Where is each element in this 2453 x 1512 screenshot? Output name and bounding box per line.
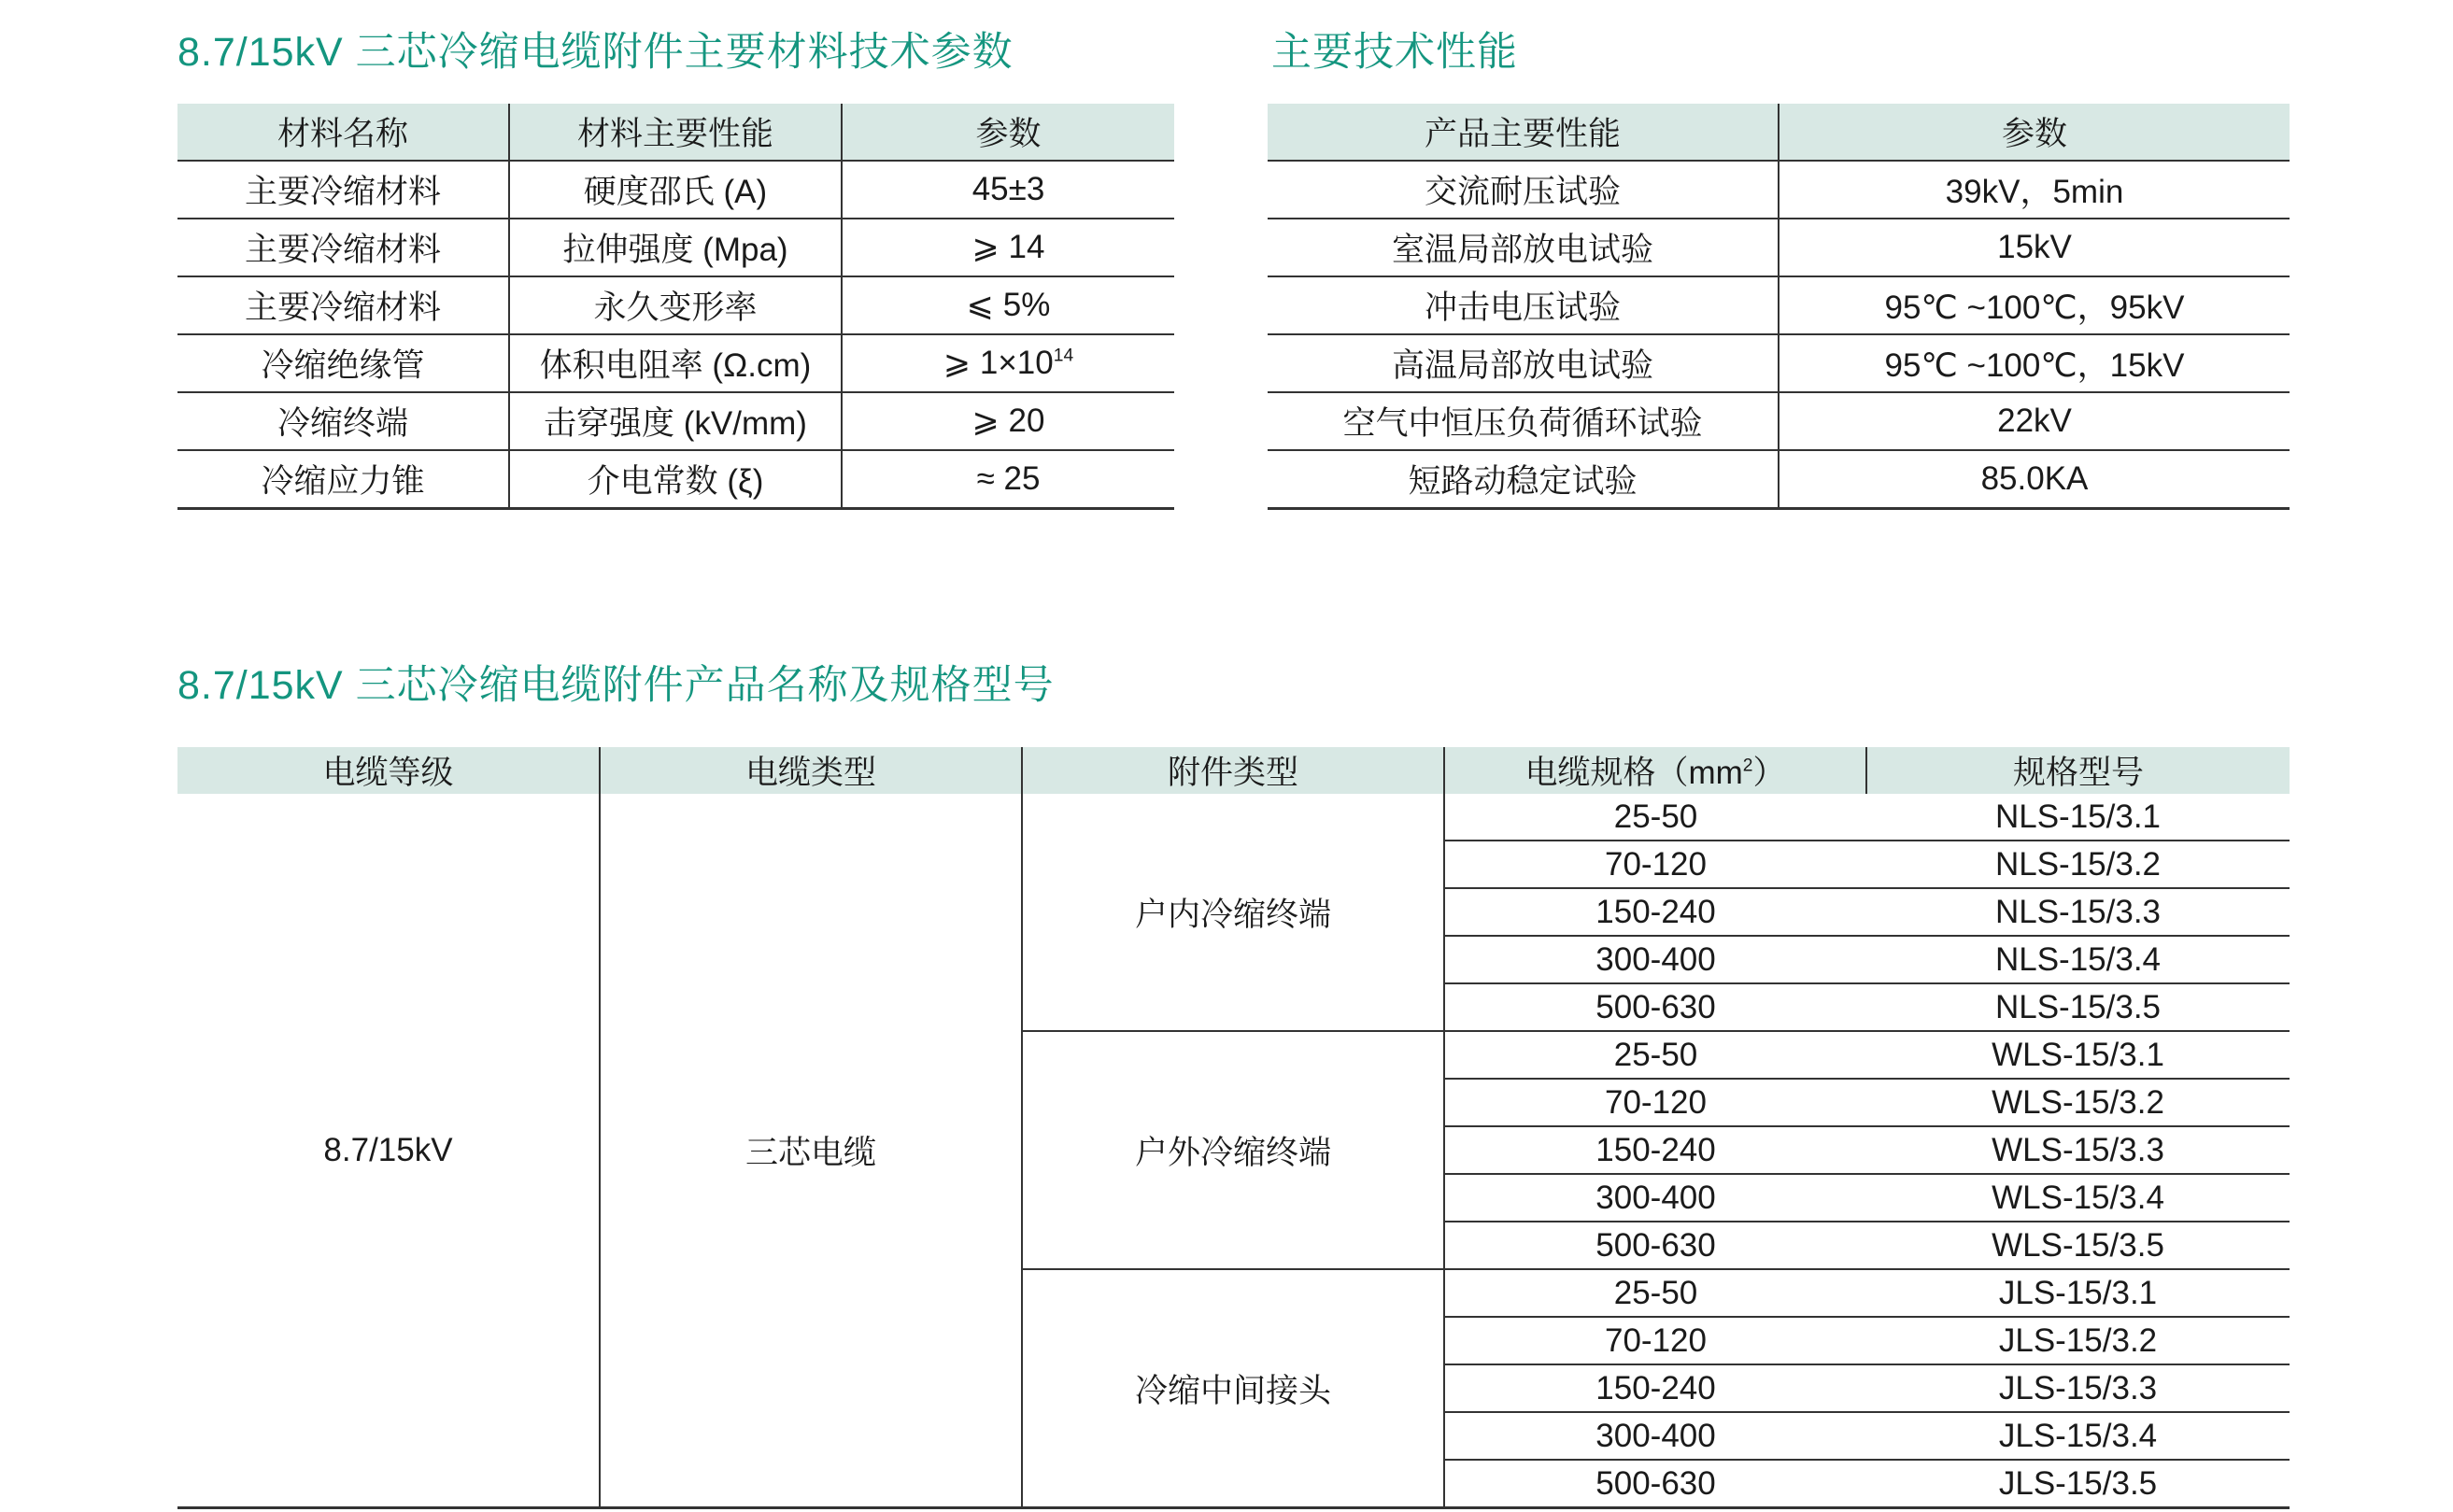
performance-value: 95℃ ~100℃，95kV (1779, 276, 2290, 334)
header-model: 规格型号 (1866, 747, 2290, 794)
cable-spec: 25-50 (1444, 794, 1866, 841)
cable-spec: 70-120 (1444, 841, 1866, 888)
header-cable-spec-close: ） (1752, 755, 1786, 791)
material-param: ⩾ 20 (842, 392, 1174, 450)
table-row (177, 334, 1174, 392)
cable-spec: 500-630 (1444, 983, 1866, 1031)
cable-spec: 300-400 (1444, 1412, 1866, 1460)
performance-test: 冲击电压试验 (1268, 276, 1779, 334)
material-name: 主要冷缩材料 (177, 276, 509, 334)
performance-header-param: 参数 (1779, 104, 2290, 161)
cable-spec: 150-240 (1444, 1364, 1866, 1412)
performance-header-row (1268, 104, 2290, 161)
table-row (177, 161, 1174, 219)
cable-spec: 150-240 (1444, 1126, 1866, 1174)
table-row (1268, 219, 2290, 276)
table-row (177, 794, 2290, 841)
performance-value: 39kV，5min (1779, 161, 2290, 219)
accessory-type-cell: 户内冷缩终端 (1022, 794, 1444, 1031)
performance-header-property: 产品主要性能 (1268, 104, 1779, 161)
cable-spec: 500-630 (1444, 1222, 1866, 1269)
performance-section-title: 主要技术性能 (1271, 30, 1518, 75)
header-cable-spec (1444, 747, 1866, 794)
performance-test: 交流耐压试验 (1268, 161, 1779, 219)
accessory-type-cell: 户外冷缩终端 (1022, 1031, 1444, 1269)
material-param: ⩽ 5% (842, 276, 1174, 334)
model-number: NLS-15/3.4 (1866, 936, 2290, 983)
table-row (1268, 334, 2290, 392)
header-accessory-type: 附件类型 (1022, 747, 1444, 794)
cable-spec: 70-120 (1444, 1079, 1866, 1126)
accessory-type-cell: 冷缩中间接头 (1022, 1269, 1444, 1508)
cable-spec: 25-50 (1444, 1269, 1866, 1317)
header-cable-type: 电缆类型 (600, 747, 1022, 794)
product-header-row (177, 747, 2290, 794)
table-row (177, 276, 1174, 334)
table-row (1268, 450, 2290, 509)
resistivity-exponent: 14 (1053, 346, 1074, 366)
cable-spec: 500-630 (1444, 1460, 1866, 1508)
cable-spec: 300-400 (1444, 1174, 1866, 1222)
material-name: 冷缩绝缘管 (177, 334, 509, 392)
material-param (842, 334, 1174, 392)
materials-header-property: 材料主要性能 (509, 104, 842, 161)
performance-test: 高温局部放电试验 (1268, 334, 1779, 392)
performance-test: 空气中恒压负荷循环试验 (1268, 392, 1779, 450)
material-name: 主要冷缩材料 (177, 219, 509, 276)
table-row (177, 219, 1174, 276)
performance-test: 室温局部放电试验 (1268, 219, 1779, 276)
material-property: 拉伸强度 (Mpa) (509, 219, 842, 276)
model-number: NLS-15/3.3 (1866, 888, 2290, 936)
cable-grade-cell: 8.7/15kV (177, 794, 600, 1508)
material-param: ≈ 25 (842, 450, 1174, 509)
table-row (1268, 392, 2290, 450)
product-spec-table (177, 747, 2290, 1509)
material-param: 45±3 (842, 161, 1174, 219)
performance-value: 85.0KA (1779, 450, 2290, 509)
model-number: JLS-15/3.4 (1866, 1412, 2290, 1460)
performance-test: 短路动稳定试验 (1268, 450, 1779, 509)
material-property: 永久变形率 (509, 276, 842, 334)
performance-table (1268, 104, 2290, 510)
model-number: WLS-15/3.4 (1866, 1174, 2290, 1222)
material-property: 介电常数 (ξ) (509, 450, 842, 509)
model-number: NLS-15/3.2 (1866, 841, 2290, 888)
materials-header-name: 材料名称 (177, 104, 509, 161)
cable-spec: 70-120 (1444, 1317, 1866, 1364)
table-row (1268, 276, 2290, 334)
material-property: 体积电阻率 (Ω.cm) (509, 334, 842, 392)
material-name: 冷缩终端 (177, 392, 509, 450)
material-param: ⩾ 14 (842, 219, 1174, 276)
materials-section-title: 8.7/15kV 三芯冷缩电缆附件主要材料技术参数 (177, 30, 1014, 75)
table-row (177, 392, 1174, 450)
model-number: JLS-15/3.3 (1866, 1364, 2290, 1412)
cable-spec: 25-50 (1444, 1031, 1866, 1079)
header-cable-spec-text: 电缆规格（mm (1524, 755, 1743, 791)
table-row (177, 450, 1174, 509)
cable-type-cell: 三芯电缆 (600, 794, 1022, 1508)
material-name: 冷缩应力锥 (177, 450, 509, 509)
model-number: JLS-15/3.1 (1866, 1269, 2290, 1317)
cable-spec: 150-240 (1444, 888, 1866, 936)
resistivity-base: ⩾ 1×10 (943, 345, 1054, 381)
model-number: JLS-15/3.2 (1866, 1317, 2290, 1364)
products-section-title: 8.7/15kV 三芯冷缩电缆附件产品名称及规格型号 (177, 663, 1055, 708)
materials-table (177, 104, 1174, 510)
material-property: 硬度邵氏 (A) (509, 161, 842, 219)
model-number: WLS-15/3.3 (1866, 1126, 2290, 1174)
materials-header-param: 参数 (842, 104, 1174, 161)
performance-value: 15kV (1779, 219, 2290, 276)
model-number: NLS-15/3.5 (1866, 983, 2290, 1031)
material-property: 击穿强度 (kV/mm) (509, 392, 842, 450)
model-number: WLS-15/3.1 (1866, 1031, 2290, 1079)
model-number: WLS-15/3.5 (1866, 1222, 2290, 1269)
model-number: NLS-15/3.1 (1994, 798, 2162, 835)
cable-spec: 300-400 (1444, 936, 1866, 983)
material-name: 主要冷缩材料 (177, 161, 509, 219)
header-cable-spec-exponent: 2 (1742, 756, 1753, 776)
header-cable-grade: 电缆等级 (177, 747, 600, 794)
performance-value: 95℃ ~100℃，15kV (1779, 334, 2290, 392)
table-row (1268, 161, 2290, 219)
model-number: WLS-15/3.2 (1866, 1079, 2290, 1126)
performance-value: 22kV (1779, 392, 2290, 450)
model-number: JLS-15/3.5 (1866, 1460, 2290, 1508)
materials-header-row (177, 104, 1174, 161)
